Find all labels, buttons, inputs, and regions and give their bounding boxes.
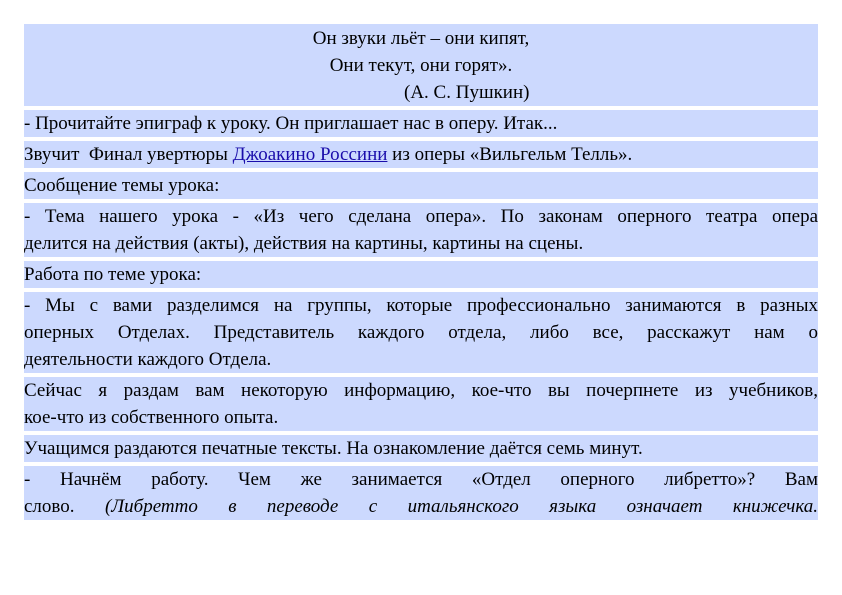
- epigraph-line-1: Он звуки льёт – они кипят,: [312, 28, 530, 49]
- paragraph-line: [24, 493, 818, 520]
- paragraph-text: Учащимся раздаются печатные тексты. На ознакомление даётся семь минут.: [24, 438, 643, 459]
- epigraph-author: (А. С. Пушкин): [404, 82, 530, 103]
- paragraph-text: Работа по теме урока:: [24, 264, 202, 285]
- paragraph-topic: [24, 203, 818, 257]
- paragraph-line: кое-что из собственного опыта.: [24, 407, 279, 428]
- paragraph-line: оперных Отделах. Представитель каждого отдела, либо все, расскажут нам о: [24, 322, 818, 343]
- paragraph-text: из оперы «Вильгельм Телль».: [387, 144, 633, 165]
- paragraph-groups: [24, 292, 818, 373]
- rossini-link[interactable]: Джоакино Россини: [232, 144, 388, 165]
- paragraph-line: Сейчас я раздам вам некоторую информацию, кое-что вы почерпнете из учебников,: [24, 380, 818, 401]
- paragraph-line: - Начнём работу. Чем же занимается «Отдел оперного либретто»? Вам: [24, 469, 818, 490]
- paragraph-overture: [24, 141, 818, 168]
- paragraph-line: - Тема нашего урока - «Из чего сделана опера». По законам оперного театра опера: [24, 206, 818, 227]
- epigraph: [24, 24, 818, 106]
- paragraph-handouts: [24, 435, 818, 462]
- paragraph-text: слово.: [24, 496, 105, 517]
- paragraph-work-heading: [24, 261, 818, 288]
- paragraph-info: [24, 377, 818, 431]
- epigraph-line-2: Они текут, они горят».: [329, 55, 513, 76]
- paragraph-epigraph-prompt: [24, 110, 818, 137]
- lesson-text: [24, 24, 818, 520]
- paragraph-text: - Прочитайте эпиграф к уроку. Он приглашает нас в оперу. Итак...: [24, 113, 558, 134]
- paragraph-text: Сообщение темы урока:: [24, 175, 220, 196]
- paragraph-topic-heading: [24, 172, 818, 199]
- paragraph-libretto: [24, 466, 818, 520]
- libretto-definition: (Либретто в переводе с итальянского языка означает книжечка.: [104, 496, 818, 517]
- paragraph-text: Звучит Финал увертюры: [24, 144, 233, 165]
- paragraph-line: деятельности каждого Отдела.: [24, 349, 272, 370]
- paragraph-line: делится на действия (акты), действия на картины, картины на сцены.: [24, 233, 584, 254]
- paragraph-line: - Мы с вами разделимся на группы, которые профессионально занимаются в разных: [24, 295, 818, 316]
